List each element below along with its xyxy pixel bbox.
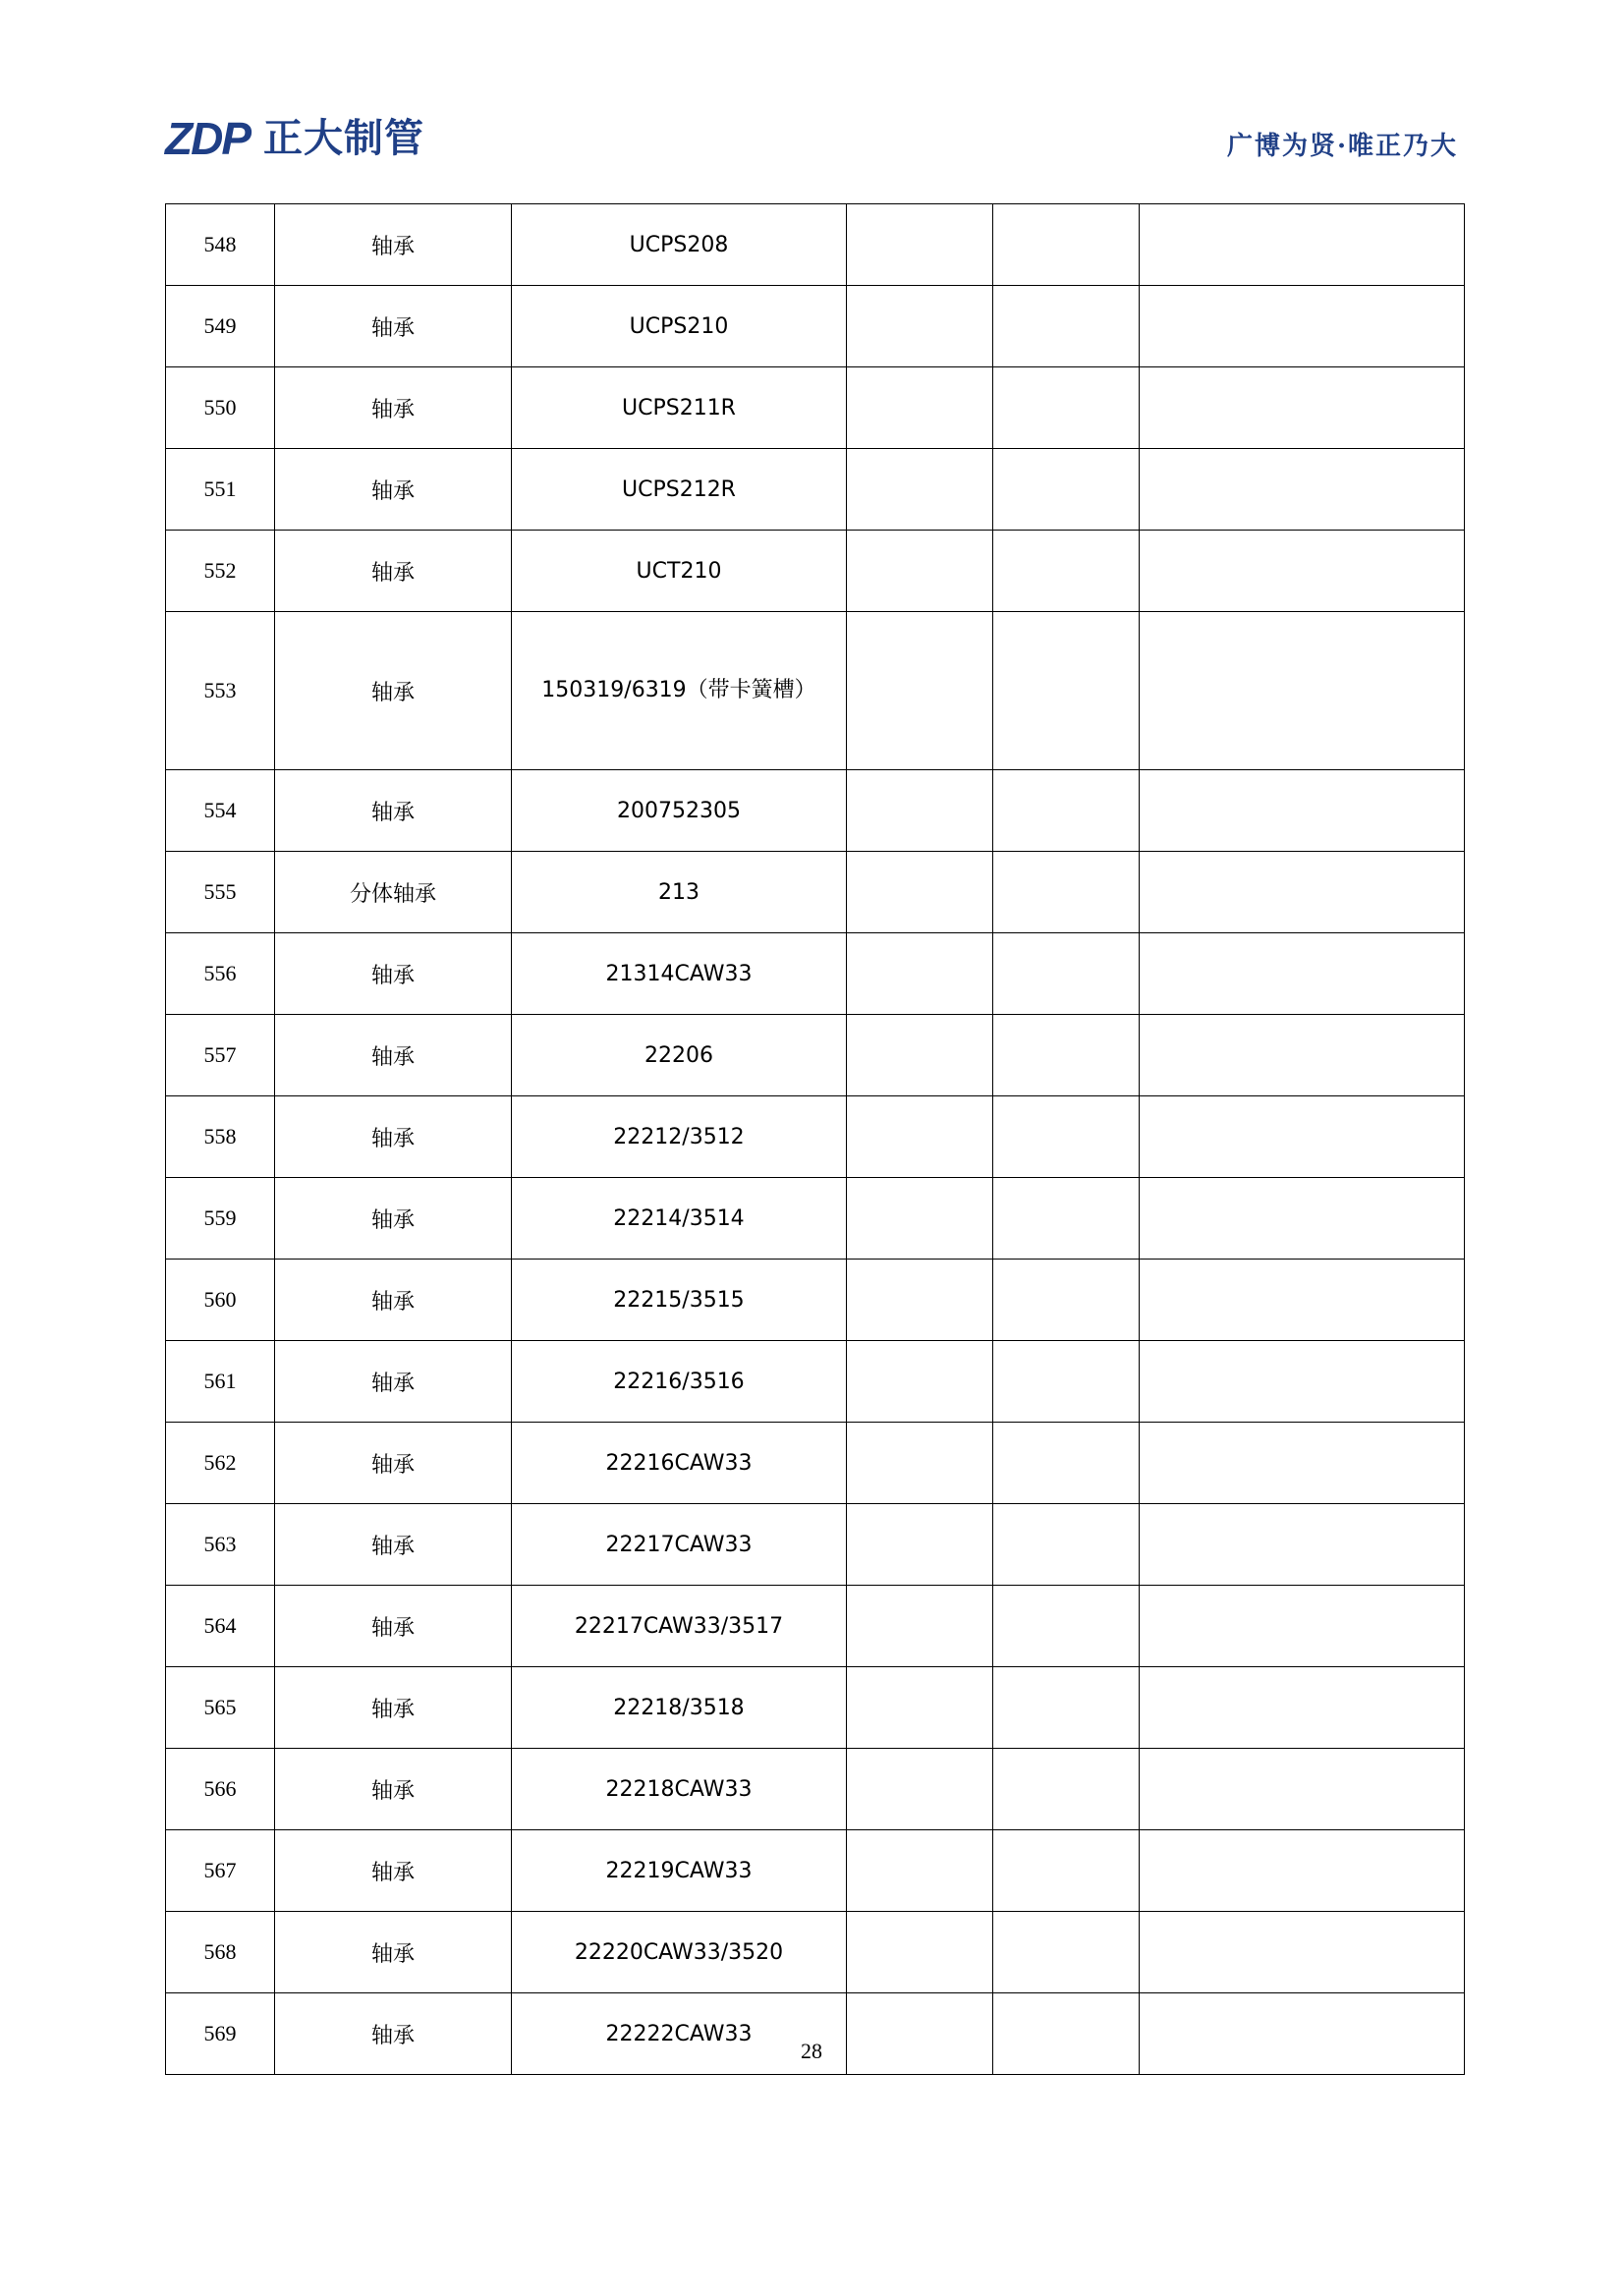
cell-spec: 22218/3518 [512,1667,847,1749]
cell-remark [1140,1260,1465,1341]
cell-unit [847,1586,993,1667]
cell-no: 565 [166,1667,275,1749]
cell-remark [1140,1912,1465,1993]
cell-spec: 22217CAW33 [512,1504,847,1586]
cell-spec: UCPS211R [512,367,847,449]
cell-no: 548 [166,204,275,286]
cell-remark [1140,1096,1465,1178]
cell-spec: 22216CAW33 [512,1423,847,1504]
table-row [166,1423,1465,1504]
cell-no: 564 [166,1586,275,1667]
table-row [166,1667,1465,1749]
cell-name: 轴承 [275,1341,512,1423]
company-slogan: 广博为贤·唯正乃大 [1226,132,1458,161]
cell-qty [993,612,1140,770]
cell-unit [847,449,993,531]
company-logo [165,113,424,164]
table-row [166,1586,1465,1667]
table-row [166,1260,1465,1341]
cell-no: 556 [166,933,275,1015]
parts-table-body [166,204,1465,2075]
cell-qty [993,1178,1140,1260]
cell-unit [847,1341,993,1423]
table-row [166,852,1465,933]
cell-remark [1140,367,1465,449]
table-row [166,770,1465,852]
table-row [166,367,1465,449]
cell-qty [993,1096,1140,1178]
cell-unit [847,1749,993,1830]
cell-remark [1140,1830,1465,1912]
cell-remark [1140,1504,1465,1586]
table-row [166,1178,1465,1260]
cell-unit [847,1423,993,1504]
cell-spec: 22218CAW33 [512,1749,847,1830]
cell-spec: UCPS212R [512,449,847,531]
cell-spec: 22217CAW33/3517 [512,1586,847,1667]
cell-no: 554 [166,770,275,852]
logo-company-name: 正大制管 [263,116,424,161]
cell-remark [1140,204,1465,286]
cell-name: 分体轴承 [275,852,512,933]
cell-remark [1140,531,1465,612]
cell-no: 551 [166,449,275,531]
cell-spec: 213 [512,852,847,933]
cell-unit [847,204,993,286]
table-row [166,286,1465,367]
table-row [166,1504,1465,1586]
cell-unit [847,1667,993,1749]
cell-spec [512,612,847,770]
table-row [166,204,1465,286]
cell-name: 轴承 [275,286,512,367]
cell-qty [993,204,1140,286]
cell-qty [993,531,1140,612]
cell-unit [847,852,993,933]
cell-name: 轴承 [275,1423,512,1504]
cell-unit [847,933,993,1015]
cell-no: 561 [166,1341,275,1423]
cell-no: 566 [166,1749,275,1830]
cell-name: 轴承 [275,1912,512,1993]
cell-name: 轴承 [275,933,512,1015]
cell-name: 轴承 [275,1260,512,1341]
table-row [166,1096,1465,1178]
cell-name: 轴承 [275,1830,512,1912]
cell-spec: 22220CAW33/3520 [512,1912,847,1993]
cell-unit [847,1178,993,1260]
cell-qty [993,1341,1140,1423]
cell-remark [1140,449,1465,531]
cell-name: 轴承 [275,449,512,531]
cell-spec: 22219CAW33 [512,1830,847,1912]
cell-qty [993,933,1140,1015]
cell-qty [993,1586,1140,1667]
cell-qty [993,1912,1140,1993]
table-row [166,1015,1465,1096]
cell-no: 568 [166,1912,275,1993]
cell-qty [993,1504,1140,1586]
cell-spec: 22212/3512 [512,1096,847,1178]
cell-name: 轴承 [275,1993,512,2075]
cell-unit [847,1015,993,1096]
cell-no: 549 [166,286,275,367]
table-row [166,531,1465,612]
cell-no: 555 [166,852,275,933]
cell-no: 563 [166,1504,275,1586]
cell-qty [993,1423,1140,1504]
cell-spec: 22214/3514 [512,1178,847,1260]
table-row [166,1341,1465,1423]
cell-no: 559 [166,1178,275,1260]
cell-remark [1140,286,1465,367]
cell-no: 552 [166,531,275,612]
cell-spec-text: 150319/6319（带卡簧槽） [541,678,816,703]
cell-qty [993,1260,1140,1341]
table-row [166,449,1465,531]
cell-remark [1140,1341,1465,1423]
cell-name: 轴承 [275,770,512,852]
cell-name: 轴承 [275,1586,512,1667]
table-row [166,612,1465,770]
cell-no: 560 [166,1260,275,1341]
cell-name: 轴承 [275,1015,512,1096]
cell-qty [993,1015,1140,1096]
cell-qty [993,286,1140,367]
cell-qty [993,449,1140,531]
cell-spec: UCPS208 [512,204,847,286]
cell-remark [1140,1749,1465,1830]
cell-unit [847,770,993,852]
cell-qty [993,1667,1140,1749]
cell-qty [993,770,1140,852]
cell-qty [993,1749,1140,1830]
cell-unit [847,1504,993,1586]
cell-no: 569 [166,1993,275,2075]
cell-name: 轴承 [275,1667,512,1749]
cell-no: 567 [166,1830,275,1912]
cell-unit [847,1912,993,1993]
cell-unit [847,1260,993,1341]
cell-unit [847,1830,993,1912]
cell-name: 轴承 [275,1096,512,1178]
cell-unit [847,531,993,612]
cell-remark [1140,1667,1465,1749]
cell-remark [1140,1423,1465,1504]
cell-name: 轴承 [275,1504,512,1586]
table-row [166,933,1465,1015]
cell-name: 轴承 [275,531,512,612]
cell-name: 轴承 [275,612,512,770]
cell-remark [1140,1586,1465,1667]
table-row [166,1749,1465,1830]
cell-unit [847,1096,993,1178]
cell-qty [993,367,1140,449]
cell-name: 轴承 [275,1178,512,1260]
cell-name: 轴承 [275,367,512,449]
cell-no: 550 [166,367,275,449]
cell-name: 轴承 [275,204,512,286]
cell-spec: 22215/3515 [512,1260,847,1341]
cell-spec: 22216/3516 [512,1341,847,1423]
cell-spec: 22222CAW33 [512,1993,847,2075]
parts-table [165,203,1465,2075]
cell-spec: UCT210 [512,531,847,612]
cell-unit [847,612,993,770]
cell-no: 562 [166,1423,275,1504]
cell-no: 557 [166,1015,275,1096]
cell-remark [1140,612,1465,770]
cell-name: 轴承 [275,1749,512,1830]
cell-no: 558 [166,1096,275,1178]
cell-remark [1140,933,1465,1015]
cell-remark [1140,852,1465,933]
cell-unit [847,367,993,449]
cell-spec: 21314CAW33 [512,933,847,1015]
table-row [166,1830,1465,1912]
cell-remark [1140,770,1465,852]
cell-remark [1140,1178,1465,1260]
cell-remark [1140,1015,1465,1096]
cell-spec: UCPS210 [512,286,847,367]
cell-spec: 200752305 [512,770,847,852]
page-number: 28 [801,2039,822,2063]
cell-qty [993,1830,1140,1912]
cell-qty [993,852,1140,933]
table-row [166,1912,1465,1993]
logo-mark-text: ZDP [165,113,250,164]
cell-no: 553 [166,612,275,770]
cell-unit [847,286,993,367]
page-header [165,113,1458,185]
cell-spec: 22206 [512,1015,847,1096]
